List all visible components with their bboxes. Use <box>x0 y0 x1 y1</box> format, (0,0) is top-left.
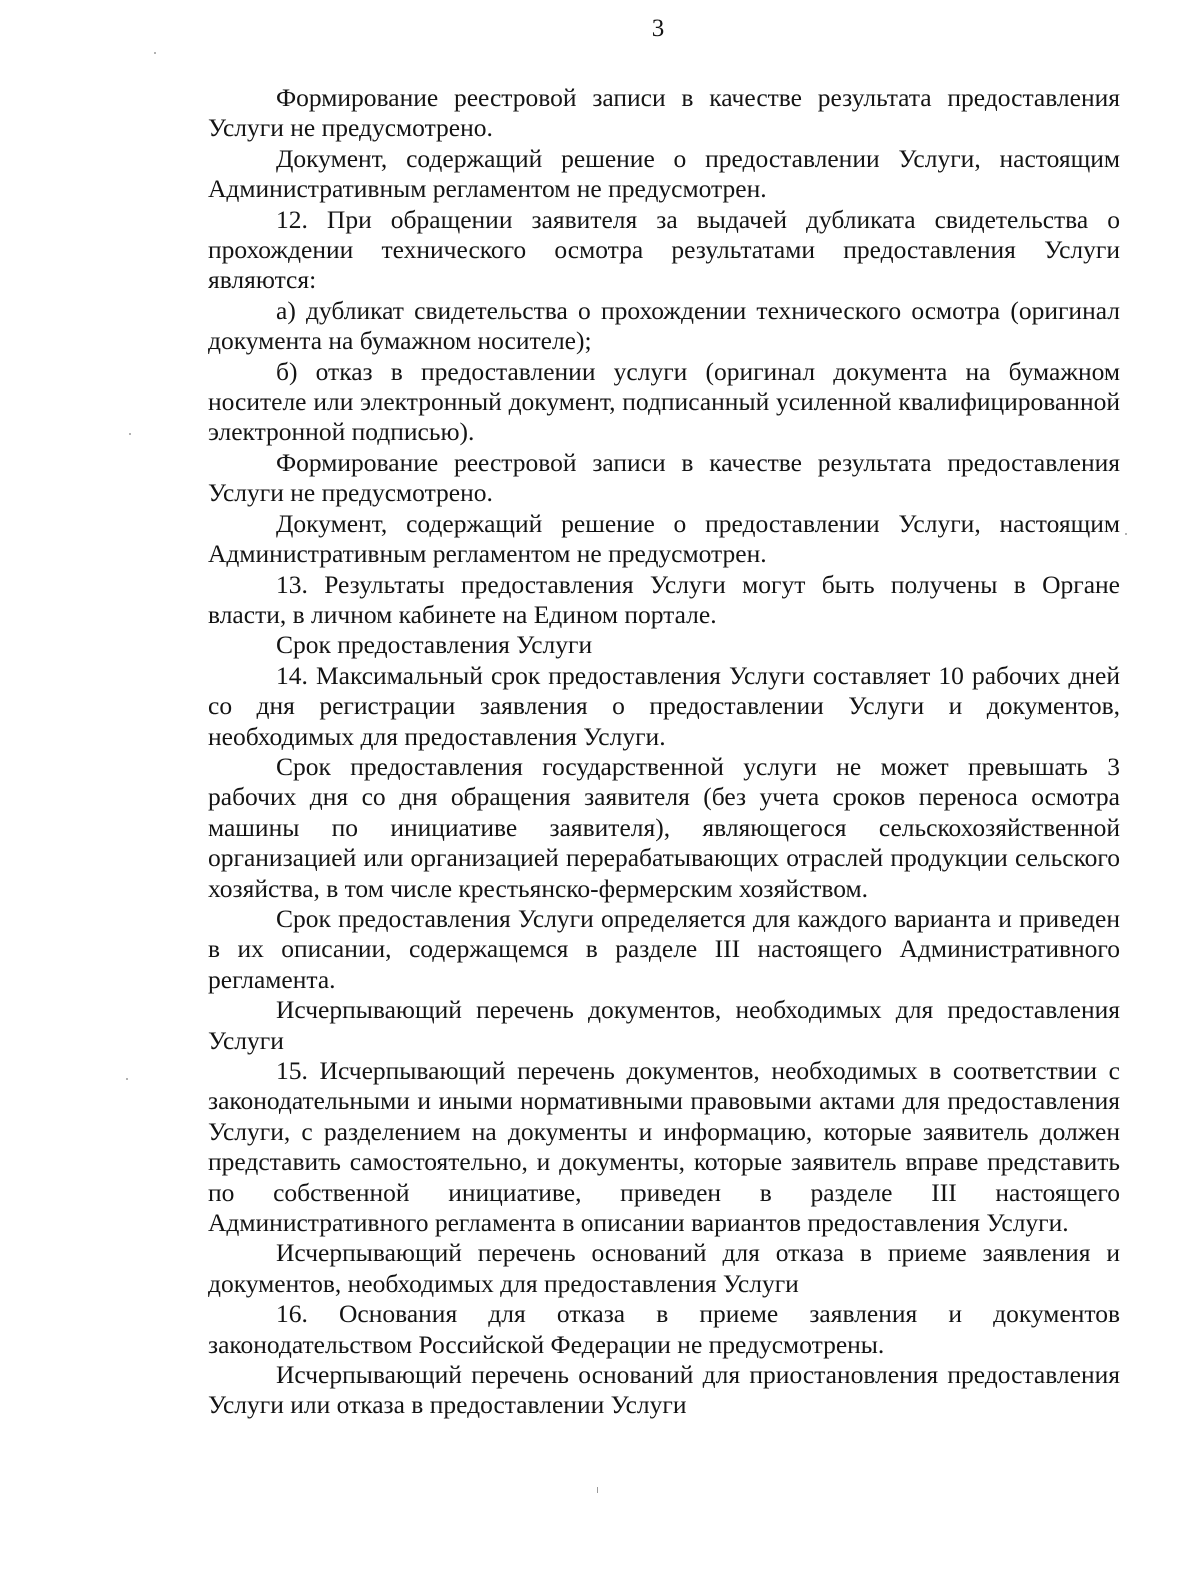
section-heading: Исчерпывающий перечень документов, необходимых для предоставления Услуги <box>208 995 1120 1055</box>
document-body <box>208 83 1120 1421</box>
paragraph: Документ, содержащий решение о предоставлении Услуги, настоящим Административным регламентом не предусмотрен. <box>208 508 1120 569</box>
paragraph: 12. При обращении заявителя за выдачей дубликата свидетельства о прохождении технического осмотра результатами предоставления Услуги являются: <box>208 204 1120 295</box>
paragraph: 16. Основания для отказа в приеме заявления и документов законодательством Российской Федерации не предусмотрены. <box>208 1299 1120 1359</box>
scan-speck <box>154 52 156 54</box>
section-heading: Исчерпывающий перечень оснований для отказа в приеме заявления и документов, необходимых для предоставления Услуги <box>208 1238 1120 1298</box>
page-number: 3 <box>651 15 665 42</box>
scan-speck <box>597 1487 598 1493</box>
scan-speck <box>129 433 131 435</box>
paragraph: б) отказ в предоставлении услуги (оригинал документа на бумажном носителе или электронный документ, подписанный усиленной квалифицированной электронной подписью). <box>208 356 1120 447</box>
paragraph: Документ, содержащий решение о предоставлении Услуги, настоящим Административным регламентом не предусмотрен. <box>208 143 1120 204</box>
scan-speck <box>126 1078 128 1080</box>
paragraph: а) дубликат свидетельства о прохождении технического осмотра (оригинал документа на бумажном носителе); <box>208 295 1120 356</box>
paragraph: 13. Результаты предоставления Услуги могут быть получены в Органе власти, в личном кабинете на Едином портале. <box>208 569 1120 629</box>
paragraph: Срок предоставления Услуги определяется для каждого варианта и приведен в их описании, содержащемся в разделе III настоящего Административного регламента. <box>208 903 1120 994</box>
paragraph: 15. Исчерпывающий перечень документов, необходимых в соответствии с законодательными и иными нормативными правовыми актами для предоставления Услуги, с разделением на документы и информацию, которые заявитель должен представить самостоятельно, и документы, которые заявитель вправе представить по собственной инициативе, приведен в разделе III настоящего Административного регламента в описании вариантов предоставления Услуги. <box>208 1056 1120 1238</box>
paragraph: 14. Максимальный срок предоставления Услуги составляет 10 рабочих дней со дня регистрации заявления о предоставлении Услуги и документов, необходимых для предоставления Услуги. <box>208 660 1120 751</box>
paragraph: Срок предоставления государственной услуги не может превышать 3 рабочих дня со дня обращения заявителя (без учета сроков переноса осмотра машины по инициативе заявителя), являющегося сельскохозяйственной организацией или организацией перерабатывающих отраслей продукции сельского хозяйства, в том числе крестьянско-фермерским хозяйством. <box>208 751 1120 903</box>
paragraph: Формирование реестровой записи в качестве результата предоставления Услуги не предусмотрено. <box>208 83 1120 143</box>
section-heading: Исчерпывающий перечень оснований для приостановления предоставления Услуги или отказа в предоставлении Услуги <box>208 1360 1120 1420</box>
scan-speck <box>1125 533 1127 535</box>
paragraph: Формирование реестровой записи в качестве результата предоставления Услуги не предусмотрено. <box>208 447 1120 508</box>
section-heading: Срок предоставления Услуги <box>276 630 593 660</box>
